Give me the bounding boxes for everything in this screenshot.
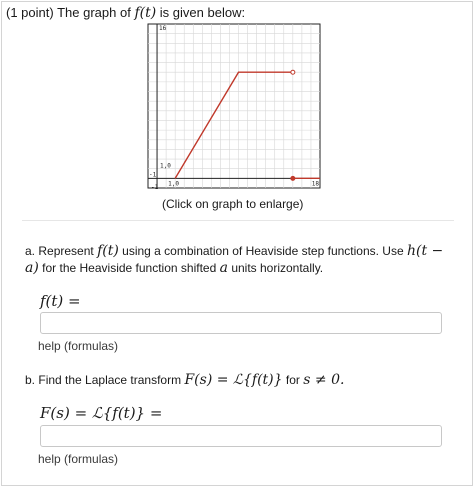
help-formulas-link-a[interactable]: help (formulas) [38,339,119,353]
header-prefix: The graph of [57,5,131,20]
point-label: 1,0 [160,162,171,170]
part-a-text1: Represent [38,244,94,258]
header-suffix: is given below: [159,5,246,20]
open-endpoint [291,70,295,74]
x-min-label: -1 [149,171,157,179]
function-graph[interactable] [142,20,324,194]
help-formulas-link-b[interactable]: help (formulas) [38,452,119,466]
part-b-question [25,372,344,388]
part-b-text1: Find the Laplace transform [38,373,182,387]
part-a-heaviside: h(t − a) [25,243,444,276]
part-a-text4: units horizontally. [231,261,324,275]
divider [22,220,454,221]
header-function: f(t) [134,5,157,21]
points-label: (1 point) [6,5,54,20]
part-a-label: a. [25,244,36,258]
answer-b-input[interactable] [40,425,442,447]
graph-tick-labels [149,25,319,191]
problem-header [6,5,245,21]
answer-a-label: f(t) = [40,292,81,310]
part-a-text2: using a combination of Heaviside step functions. Use [122,244,404,258]
origin-label: 1,0 [168,180,179,188]
part-b-cond: s ≠ 0. [303,372,345,388]
x-max-label: 18 [311,180,319,188]
series-line-0 [175,72,293,178]
part-b-label: b. [25,373,36,387]
part-a-function: f(t) [97,243,119,259]
y-max-label: 16 [159,25,167,32]
graph-grid [148,24,320,188]
plot-border [148,24,320,188]
closed-endpoint [291,176,295,180]
answer-a-input[interactable] [40,312,442,334]
part-a-question [25,243,455,277]
answer-b-label: F(s) = ℒ{f(t)} = [40,404,163,422]
y-min-label: -1 [151,184,159,191]
part-b-text2: for [285,373,300,387]
part-a-var: a [219,260,228,276]
part-b-expr: F(s) = ℒ{f(t)} [184,372,283,388]
graph-caption[interactable]: (Click on graph to enlarge) [162,197,304,211]
graph-svg[interactable] [142,20,324,194]
graph-axes [148,24,320,188]
part-a-text3: for the Heaviside function shifted [42,261,217,275]
